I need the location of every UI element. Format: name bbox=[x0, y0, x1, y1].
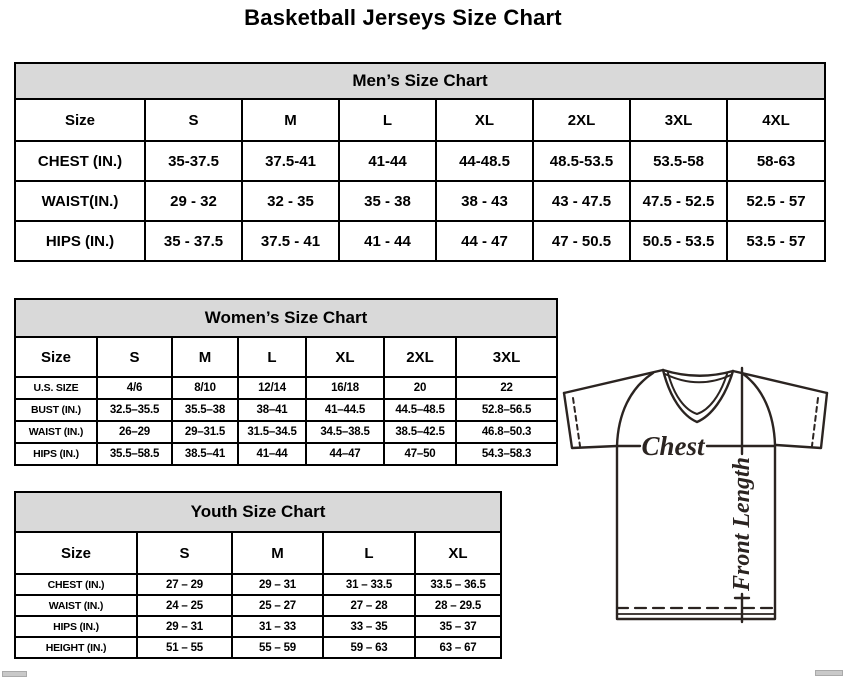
womens-cell: 46.8–50.3 bbox=[456, 421, 557, 443]
mens-col-header: 4XL bbox=[727, 99, 825, 141]
womens-cell: 16/18 bbox=[306, 377, 384, 399]
mens-col-header: 2XL bbox=[533, 99, 630, 141]
womens-row-label: U.S. SIZE bbox=[15, 377, 97, 399]
womens-row-label: WAIST (IN.) bbox=[15, 421, 97, 443]
womens-cell: 29–31.5 bbox=[172, 421, 238, 443]
mens-size-table bbox=[14, 62, 824, 262]
mens-cell: 29 - 32 bbox=[145, 181, 242, 221]
youth-col-header: L bbox=[323, 532, 415, 574]
youth-cell: 63 – 67 bbox=[415, 637, 501, 658]
youth-col-header: Size bbox=[15, 532, 137, 574]
mens-cell: 58-63 bbox=[727, 141, 825, 181]
youth-cell: 33.5 – 36.5 bbox=[415, 574, 501, 595]
youth-row bbox=[15, 574, 501, 595]
womens-col-header: L bbox=[238, 337, 306, 377]
womens-col-header: 2XL bbox=[384, 337, 456, 377]
womens-cell: 31.5–34.5 bbox=[238, 421, 306, 443]
jersey-right-sleeve-outline bbox=[776, 393, 827, 448]
mens-col-header: Size bbox=[15, 99, 145, 141]
jersey-back-neck-curve bbox=[663, 370, 733, 376]
youth-cell: 27 – 29 bbox=[137, 574, 232, 595]
jersey-right-shoulder-line bbox=[733, 371, 827, 393]
youth-col-header: XL bbox=[415, 532, 501, 574]
womens-cell: 38.5–41 bbox=[172, 443, 238, 465]
page-title: Basketball Jerseys Size Chart bbox=[244, 5, 562, 30]
womens-cell: 35.5–58.5 bbox=[97, 443, 172, 465]
womens-col-header: XL bbox=[306, 337, 384, 377]
mens-row bbox=[15, 221, 825, 261]
youth-row bbox=[15, 595, 501, 616]
mens-cell: 37.5 - 41 bbox=[242, 221, 339, 261]
jersey-left-sleeve-outline bbox=[564, 393, 617, 448]
womens-cell: 35.5–38 bbox=[172, 399, 238, 421]
mens-cell: 43 - 47.5 bbox=[533, 181, 630, 221]
jersey-measurement-diagram bbox=[556, 356, 843, 674]
youth-cell: 31 – 33.5 bbox=[323, 574, 415, 595]
youth-size-table bbox=[14, 491, 500, 659]
mens-cell: 38 - 43 bbox=[436, 181, 533, 221]
youth-cell: 28 – 29.5 bbox=[415, 595, 501, 616]
womens-cell: 47–50 bbox=[384, 443, 456, 465]
mens-row-label: CHEST (IN.) bbox=[15, 141, 145, 181]
youth-col-header: M bbox=[232, 532, 323, 574]
womens-cell: 38.5–42.5 bbox=[384, 421, 456, 443]
front-length-label: Front Length bbox=[729, 456, 755, 592]
womens-size-table bbox=[14, 298, 556, 466]
jersey-right-cuff-dashed-line bbox=[812, 398, 818, 446]
jersey-right-armhole-curve bbox=[742, 373, 775, 445]
mens-cell: 48.5-53.5 bbox=[533, 141, 630, 181]
jersey-left-cuff-dashed-line bbox=[573, 398, 580, 446]
womens-cell: 32.5–35.5 bbox=[97, 399, 172, 421]
mens-cell: 47 - 50.5 bbox=[533, 221, 630, 261]
youth-row-label: WAIST (IN.) bbox=[15, 595, 137, 616]
womens-row bbox=[15, 377, 557, 399]
youth-cell: 24 – 25 bbox=[137, 595, 232, 616]
youth-cell: 33 – 35 bbox=[323, 616, 415, 637]
womens-row bbox=[15, 421, 557, 443]
mens-cell: 53.5-58 bbox=[630, 141, 727, 181]
youth-cell: 25 – 27 bbox=[232, 595, 323, 616]
womens-col-header: S bbox=[97, 337, 172, 377]
womens-row bbox=[15, 399, 557, 421]
womens-cell: 8/10 bbox=[172, 377, 238, 399]
mens-row-label: WAIST(IN.) bbox=[15, 181, 145, 221]
mens-cell: 52.5 - 57 bbox=[727, 181, 825, 221]
mens-cell: 41 - 44 bbox=[339, 221, 436, 261]
womens-cell: 34.5–38.5 bbox=[306, 421, 384, 443]
womens-cell: 38–41 bbox=[238, 399, 306, 421]
horizontal-scrollbar-fragment-right[interactable] bbox=[815, 670, 843, 676]
youth-cell: 55 – 59 bbox=[232, 637, 323, 658]
mens-cell: 50.5 - 53.5 bbox=[630, 221, 727, 261]
mens-cell: 35 - 38 bbox=[339, 181, 436, 221]
jersey-left-shoulder-line bbox=[564, 370, 663, 393]
womens-cell: 44.5–48.5 bbox=[384, 399, 456, 421]
youth-cell: 31 – 33 bbox=[232, 616, 323, 637]
mens-cell: 37.5-41 bbox=[242, 141, 339, 181]
womens-cell: 22 bbox=[456, 377, 557, 399]
youth-cell: 51 – 55 bbox=[137, 637, 232, 658]
youth-row-label: CHEST (IN.) bbox=[15, 574, 137, 595]
youth-cell: 29 – 31 bbox=[137, 616, 232, 637]
womens-col-header: 3XL bbox=[456, 337, 557, 377]
mens-row bbox=[15, 181, 825, 221]
womens-row-label: BUST (IN.) bbox=[15, 399, 97, 421]
youth-row-label: HIPS (IN.) bbox=[15, 616, 137, 637]
womens-cell: 20 bbox=[384, 377, 456, 399]
mens-col-header: L bbox=[339, 99, 436, 141]
womens-cell: 26–29 bbox=[97, 421, 172, 443]
womens-table-title: Women’s Size Chart bbox=[15, 299, 557, 337]
youth-cell: 59 – 63 bbox=[323, 637, 415, 658]
youth-row bbox=[15, 616, 501, 637]
womens-col-header: Size bbox=[15, 337, 97, 377]
youth-row bbox=[15, 637, 501, 658]
womens-cell: 4/6 bbox=[97, 377, 172, 399]
mens-col-header: XL bbox=[436, 99, 533, 141]
mens-col-header: S bbox=[145, 99, 242, 141]
mens-cell: 44 - 47 bbox=[436, 221, 533, 261]
womens-cell: 12/14 bbox=[238, 377, 306, 399]
mens-row bbox=[15, 141, 825, 181]
womens-row-label: HIPS (IN.) bbox=[15, 443, 97, 465]
horizontal-scrollbar-fragment-left[interactable] bbox=[2, 671, 27, 677]
womens-cell: 41–44 bbox=[238, 443, 306, 465]
youth-cell: 35 – 37 bbox=[415, 616, 501, 637]
mens-cell: 35 - 37.5 bbox=[145, 221, 242, 261]
mens-cell: 47.5 - 52.5 bbox=[630, 181, 727, 221]
mens-cell: 44-48.5 bbox=[436, 141, 533, 181]
womens-cell: 54.3–58.3 bbox=[456, 443, 557, 465]
youth-col-header: S bbox=[137, 532, 232, 574]
chest-label: Chest bbox=[641, 431, 705, 461]
womens-row bbox=[15, 443, 557, 465]
mens-cell: 35-37.5 bbox=[145, 141, 242, 181]
mens-table-title: Men’s Size Chart bbox=[15, 63, 825, 99]
mens-cell: 32 - 35 bbox=[242, 181, 339, 221]
youth-cell: 29 – 31 bbox=[232, 574, 323, 595]
womens-cell: 44–47 bbox=[306, 443, 384, 465]
womens-cell: 41–44.5 bbox=[306, 399, 384, 421]
mens-cell: 41-44 bbox=[339, 141, 436, 181]
youth-table-title: Youth Size Chart bbox=[15, 492, 501, 532]
youth-cell: 27 – 28 bbox=[323, 595, 415, 616]
womens-col-header: M bbox=[172, 337, 238, 377]
mens-row-label: HIPS (IN.) bbox=[15, 221, 145, 261]
mens-col-header: 3XL bbox=[630, 99, 727, 141]
mens-cell: 53.5 - 57 bbox=[727, 221, 825, 261]
youth-row-label: HEIGHT (IN.) bbox=[15, 637, 137, 658]
womens-cell: 52.8–56.5 bbox=[456, 399, 557, 421]
mens-col-header: M bbox=[242, 99, 339, 141]
